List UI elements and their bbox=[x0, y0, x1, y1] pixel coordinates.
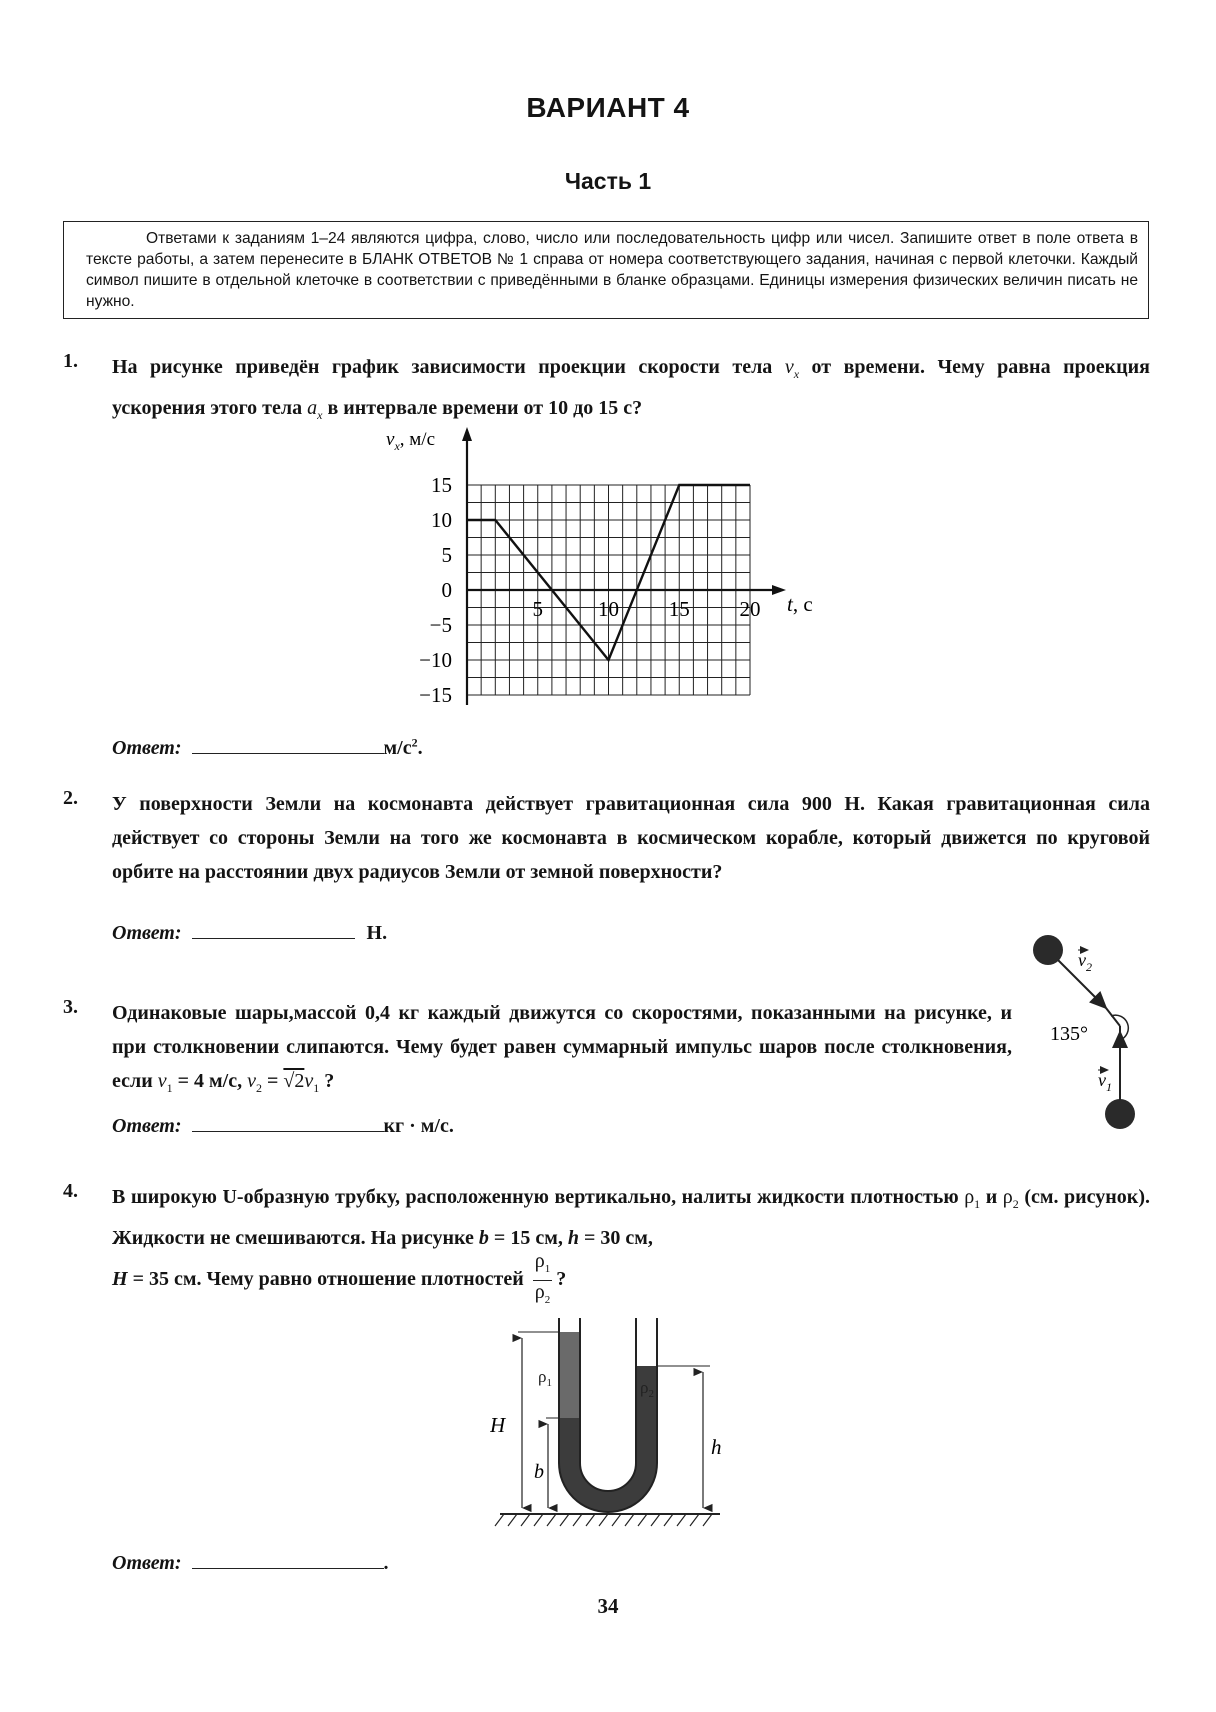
chart-x-axis-label: t, с bbox=[787, 592, 813, 616]
liquid-rho1 bbox=[559, 1332, 580, 1418]
y-tick-label: −15 bbox=[419, 683, 452, 707]
answer-3 bbox=[112, 1111, 454, 1138]
answer-2-field[interactable] bbox=[192, 918, 355, 939]
answer-3-unit: кг · м/с. bbox=[383, 1115, 454, 1137]
y-tick-label: −5 bbox=[429, 613, 452, 637]
answer-label: Ответ: bbox=[112, 922, 182, 944]
y-tick-label: −10 bbox=[419, 648, 452, 672]
answer-label: Ответ: bbox=[112, 1115, 182, 1137]
answer-4-unit: . bbox=[383, 1552, 389, 1574]
angle-label: 135° bbox=[1050, 1023, 1088, 1045]
H-label: H bbox=[490, 1413, 506, 1437]
question-3-number: 3. bbox=[63, 996, 78, 1018]
y-tick-label: 10 bbox=[431, 508, 452, 532]
y-axis-arrowhead bbox=[462, 427, 472, 441]
question-1-number: 1. bbox=[63, 350, 78, 372]
ground-hatch bbox=[495, 1514, 712, 1526]
question-4-text-line2: H = 35 см. Чему равно отношение плотностей $\frac{\rho_1}{\rho_2}$ ? bbox=[112, 1250, 566, 1311]
y-tick-label: 0 bbox=[441, 578, 452, 602]
answer-1-unit: $м/с^2$. bbox=[383, 735, 423, 759]
part-title: Часть 1 bbox=[564, 168, 652, 194]
answer-1 bbox=[112, 733, 423, 760]
instructions-box bbox=[63, 221, 1149, 319]
answer-1-field[interactable] bbox=[192, 733, 384, 754]
h-label: h bbox=[711, 1435, 722, 1459]
question-1-text: На рисунке приведён график зависимости проекции скорости тела $v_x$ от времени. Чему равна проекция ускорения этого тела $a_x$ в интервале времени от 10 до 15 с? bbox=[112, 356, 1150, 422]
path-line bbox=[1106, 1008, 1120, 1026]
y-tick-label: 5 bbox=[441, 543, 452, 567]
x-tick-label: 15 bbox=[668, 597, 690, 621]
question-2-text: У поверхности Земли на космонавта действует гравитационная сила 900 Н. Какая гравитационная сила действует со стороны Земли на того же космонавта в космическом корабле, который движется по круговой орбите на расстоянии двух радиусов Земли от земной поверхности? bbox=[112, 793, 1150, 883]
x-axis-arrowhead bbox=[772, 585, 786, 595]
variant-title: ВАРИАНТ 4 bbox=[526, 92, 690, 123]
page-number: 34 bbox=[597, 1594, 619, 1618]
tube-inner-wall bbox=[580, 1318, 636, 1491]
velocity-chart bbox=[372, 425, 832, 725]
chart-y-axis-label: $v_x$, м/с bbox=[386, 429, 436, 453]
chart-axes bbox=[462, 427, 786, 705]
answer-2 bbox=[112, 918, 387, 945]
question-4-number: 4. bbox=[63, 1180, 78, 1202]
answer-4 bbox=[112, 1548, 389, 1575]
v1-label: $v_1$ bbox=[1098, 1070, 1112, 1094]
answer-2-unit: Н. bbox=[366, 922, 388, 944]
rho2-label: $\rho_1$ bbox=[538, 1367, 552, 1389]
x-tick-label: 5 bbox=[532, 597, 543, 621]
answer-label: Ответ: bbox=[112, 737, 182, 759]
question-2-number: 2. bbox=[63, 787, 78, 809]
u-tube-figure bbox=[490, 1318, 740, 1543]
density-ratio-fraction: $\frac{\rho_1}{\rho_2}$ bbox=[534, 1250, 551, 1306]
y-tick-label: 15 bbox=[431, 473, 452, 497]
question-4-text: В широкую U-образную трубку, расположенную вертикально, налиты жидкости плотностью $\rho_1$ и $\rho_2$ (см. рисунок). Жидкости не смешиваются. На рисунке b = 15 см, h = 30 см, bbox=[112, 1186, 1150, 1249]
answer-3-field[interactable] bbox=[192, 1111, 384, 1132]
question-3-text: Одинаковые шары,массой 0,4 кг каждый движутся со скоростями, показанными на рисунке, и при столкновении слипаются. Чему будет равен суммарный импульс шаров после столкновения, если $v_1 = 4$ м/с, $v_2 = √2v_1$ ? bbox=[112, 1002, 1012, 1095]
ball-1 bbox=[1105, 1099, 1135, 1129]
instructions-text: Ответами к заданиям 1–24 являются цифра, слово, число или последовательность цифр или чисел. Запишите ответ в поле ответа в тексте работы, а затем перенесите в БЛАНК ОТВЕТОВ № 1 справа от номера соответствующего задания, начиная с первой клеточки. Каждый символ пишите в отдельной клеточке в соответствии с приведёнными в бланке образцами. Единицы измерения физических величин писать не нужно. bbox=[86, 230, 1138, 310]
v2-label: $v_2$ bbox=[1078, 950, 1092, 974]
answer-label: Ответ: bbox=[112, 1552, 182, 1574]
x-tick-label: 10 bbox=[598, 597, 619, 621]
x-tick-label: 20 bbox=[739, 597, 761, 621]
collision-figure bbox=[1020, 928, 1165, 1143]
rho1-label: $\rho_2$ bbox=[640, 1378, 654, 1400]
answer-4-field[interactable] bbox=[192, 1548, 384, 1569]
b-label: b bbox=[534, 1461, 544, 1483]
